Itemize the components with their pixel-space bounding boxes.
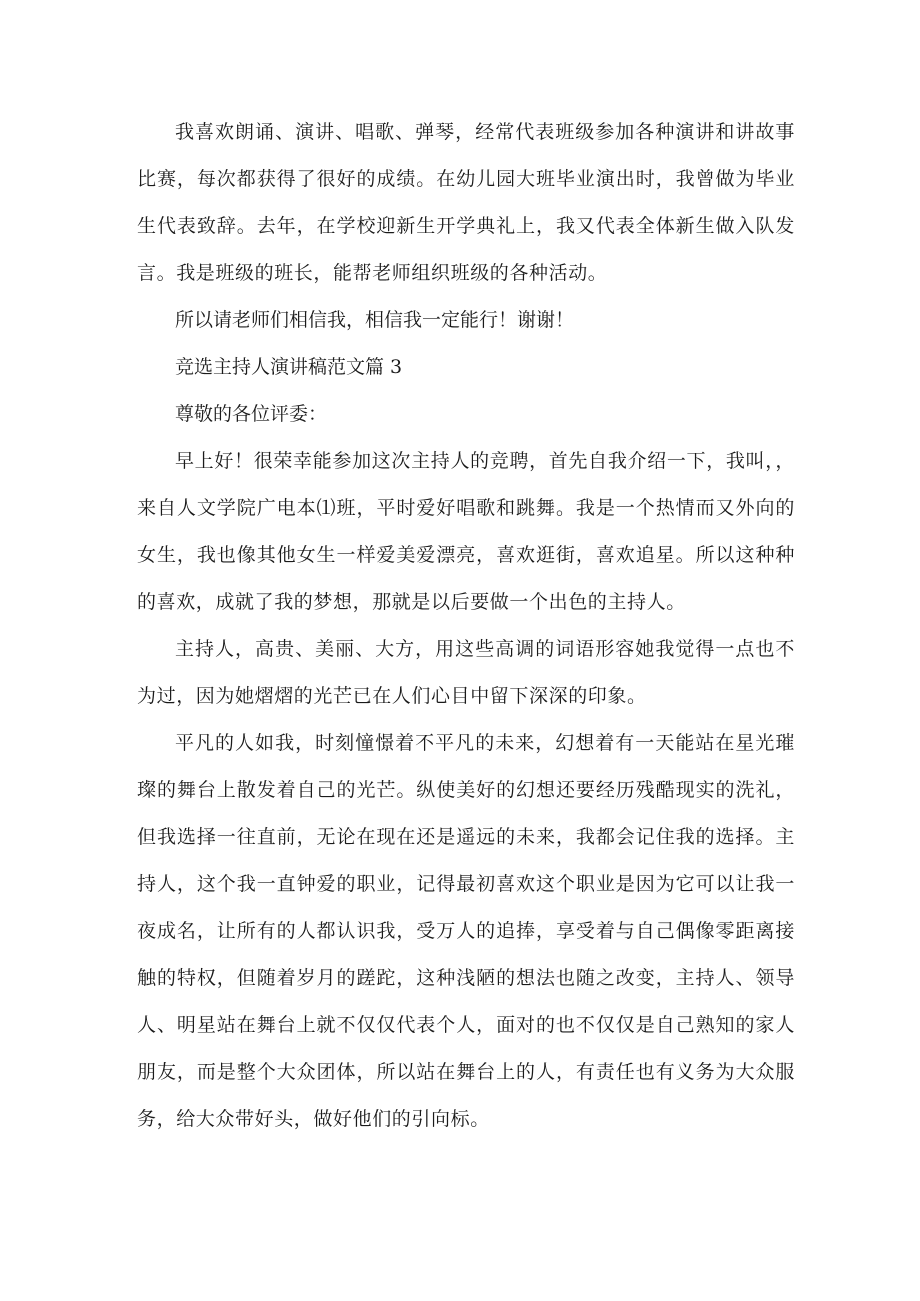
salutation: 尊敬的各位评委：	[175, 403, 328, 425]
paragraph-host-qualities: 主持人，高贵、美丽、大方，用这些高调的词语形容她我觉得一点也不为过，因为她熠熠的光芒已在人们心目中留下深深的印象。	[137, 638, 795, 707]
paragraph-aspiration: 平凡的人如我，时刻憧憬着不平凡的未来，幻想着有一天能站在星光璀璨的舞台上散发着自己的光芒。纵使美好的幻想还要经历残酷现实的洗礼，但我选择一往直前，无论在现在还是遥远的未来，我都会记住我的选择。主持人，这个我一直钟爱的职业，记得最初喜欢这个职业是因为它可以让我一夜成名，让所有的人都认识我，受万人的追捧，享受着与自己偶像零距离接触的特权，但随着岁月的蹉跎，这种浅陋的想法也随之改变，主持人、领导人、明星站在舞台上就不仅仅代表个人，面对的也不仅仅是自己熟知的家人朋友，而是整个大众团体，所以站在舞台上的人，有责任也有义务为大众服务，给大众带好头，做好他们的引向标。	[137, 732, 795, 1130]
paragraph-closing-thanks: 所以请老师们相信我，相信我一定能行！谢谢！	[175, 309, 575, 331]
paragraph-hobbies: 我喜欢朗诵、演讲、唱歌、弹琴，经常代表班级参加各种演讲和讲故事比赛，每次都获得了很好的成绩。在幼儿园大班毕业演出时，我曾做为毕业生代表致辞。去年，在学校迎新生开学典礼上，我又代表全体新生做入队发言。我是班级的班长，能帮老师组织班级的各种活动。	[137, 121, 795, 284]
section-heading: 竞选主持人演讲稿范文篇 3	[175, 356, 403, 378]
paragraph-self-introduction: 早上好！很荣幸能参加这次主持人的竞聘，首先自我介绍一下，我叫，，来自人文学院广电本⑴班，平时爱好唱歌和跳舞。我是一个热情而又外向的女生，我也像其他女生一样爱美爱漂亮，喜欢逛街，喜欢追星。所以这种种的喜欢，成就了我的梦想，那就是以后要做一个出色的主持人。	[137, 450, 795, 613]
document-body	[137, 109, 795, 1143]
